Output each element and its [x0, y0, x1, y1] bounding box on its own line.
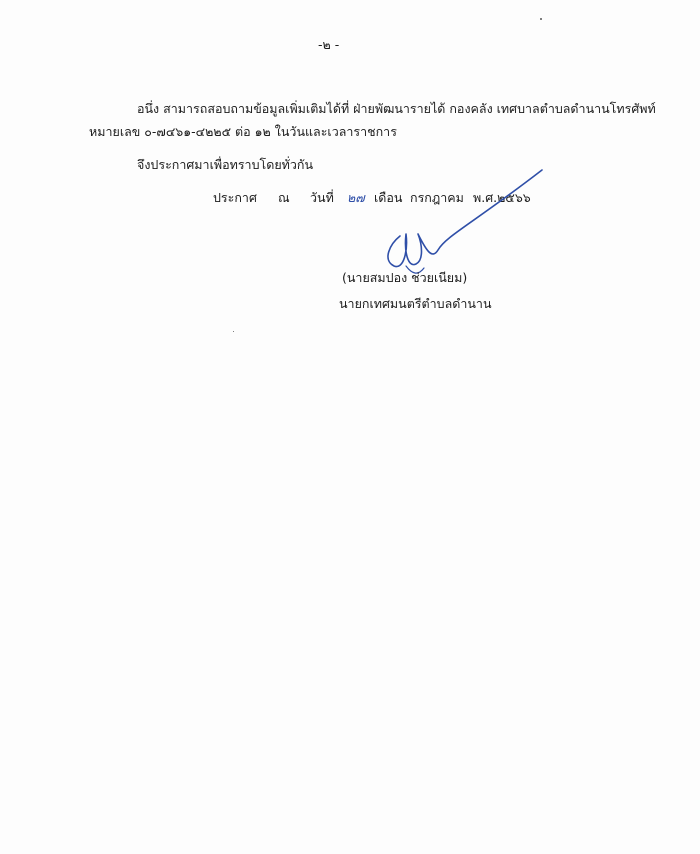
- signer-title: นายกเทศมนตรีตำบลดำนาน: [339, 296, 492, 311]
- day-value: ๒๗: [347, 190, 365, 205]
- handwritten-signature: [372, 164, 552, 284]
- closing-statement: จึงประกาศมาเพื่อทราบโดยทั่วกัน: [137, 157, 314, 172]
- year-value: พ.ศ.๒๕๖๖: [473, 190, 531, 205]
- scan-speck: [540, 18, 542, 20]
- paragraph-line-2: หมายเลข ๐-๗๔๖๑-๔๒๒๕ ต่อ ๑๒ ในวันและเวลาราชการ: [89, 124, 397, 139]
- month-value: กรกฎาคม: [410, 190, 464, 205]
- at-label: ณ: [278, 190, 290, 205]
- signature-stroke: [388, 170, 542, 267]
- issued-label: ประกาศ: [213, 190, 257, 205]
- paragraph-line-1: อนึ่ง สามารถสอบถามข้อมูลเพิ่มเติมได้ที่ ฝ่ายพัฒนารายได้ กองคลัง เทศบาลตำบลดำนานโทรศัพท์: [137, 101, 656, 116]
- signer-name: (นายสมปอง ช่วยเนียม): [342, 270, 468, 285]
- day-label: วันที่: [310, 190, 334, 205]
- scan-speck: [233, 331, 234, 332]
- page-number: -๒ -: [318, 37, 340, 52]
- month-label: เดือน: [374, 190, 403, 205]
